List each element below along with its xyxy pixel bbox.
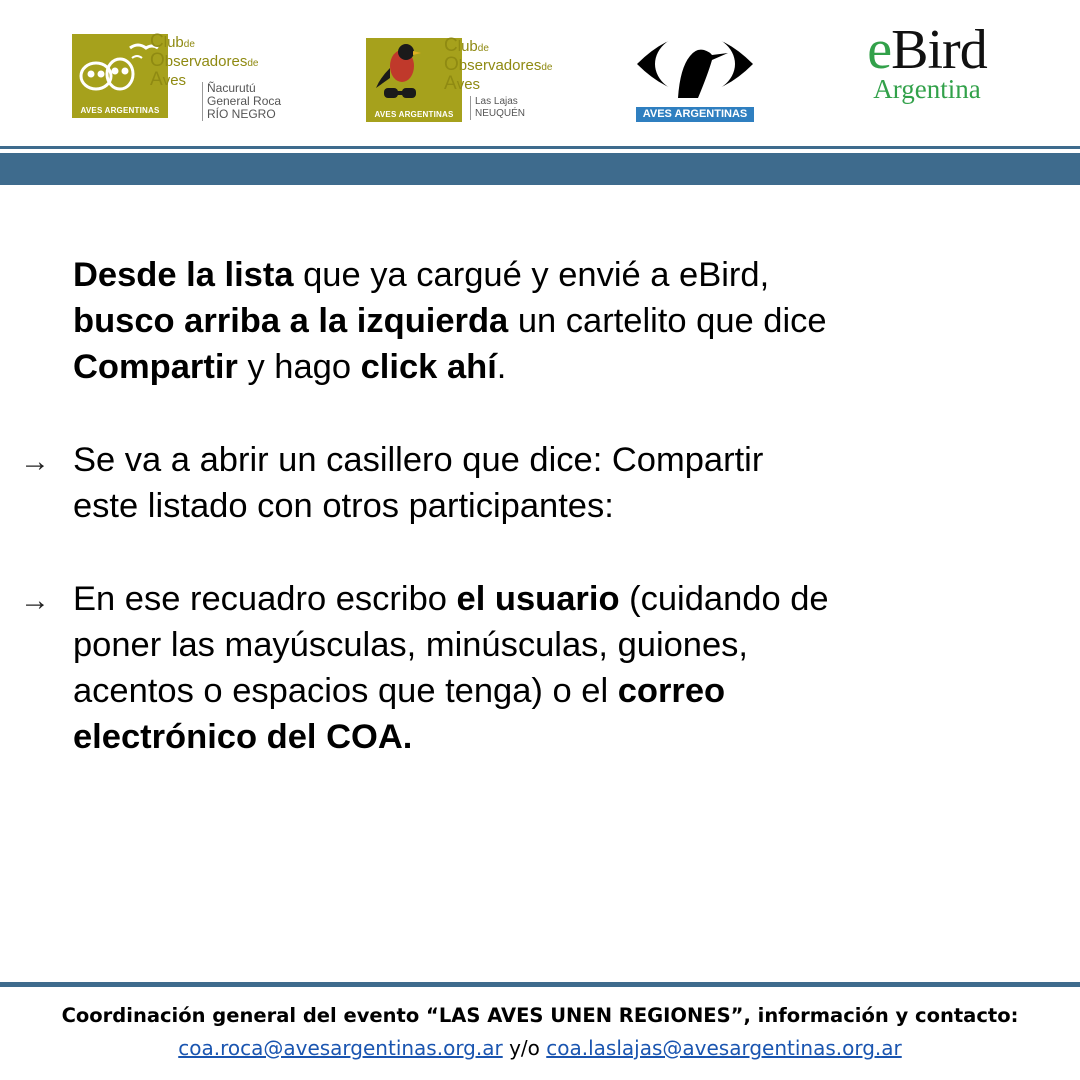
coa-laslajas-strip: AVES ARGENTINAS — [366, 108, 462, 122]
coa-laslajas-wordmark: Clubde Observadoresde Aves — [444, 35, 553, 94]
bird-eye-icon — [634, 24, 756, 104]
footer-coordination-text: Coordinación general del evento “LAS AVES UNEN REGIONES”, información y contacto: — [61, 1004, 1019, 1027]
header-divider — [0, 146, 1080, 149]
paragraph-recuadro: En ese recuadro escribo el usuario (cuidando de poner las mayúsculas, minúsculas, guiones, acentos o espacios que tenga) o el correo electrónico del COA. — [73, 580, 829, 756]
coa-laslajas-place: Las Lajas NEUQUÉN — [470, 96, 525, 120]
coa-roca-logo — [72, 31, 302, 124]
ebird-country: Argentina — [873, 74, 981, 104]
ebird-argentina-logo — [852, 20, 1002, 120]
aves-argentinas-label: AVES ARGENTINAS — [636, 107, 754, 122]
footer-divider — [0, 982, 1080, 987]
paragraph-desde-la-lista: Desde la lista que ya cargué y envié a eBird, busco arriba a la izquierda un cartelito que dice Compartir y hago click ahí. — [73, 256, 827, 386]
coa-roca-wordmark: Clubde Observadoresde Aves — [150, 31, 259, 90]
aves-argentinas-logo — [634, 24, 756, 124]
footer-contact: coa.roca@avesargentinas.org.ar y/o coa.laslajas@avesargentinas.org.ar — [178, 1036, 902, 1060]
email-link-roca[interactable]: coa.roca@avesargentinas.org.ar — [178, 1036, 503, 1060]
coa-laslajas-logo — [366, 35, 596, 128]
paragraph-casillero: Se va a abrir un casillero que dice: Compartir este listado con otros participantes: — [73, 441, 764, 525]
arrow-bullet-icon: → — [20, 445, 50, 478]
coa-roca-place: Ñacurutú General Roca RÍO NEGRO — [202, 82, 281, 121]
arrow-bullet-icon: → — [20, 584, 50, 617]
email-link-laslajas[interactable]: coa.laslajas@avesargentinas.org.ar — [546, 1036, 902, 1060]
ebird-wordmark: eBird — [867, 19, 987, 81]
coa-roca-strip: AVES ARGENTINAS — [72, 104, 168, 118]
header-band — [0, 153, 1080, 185]
